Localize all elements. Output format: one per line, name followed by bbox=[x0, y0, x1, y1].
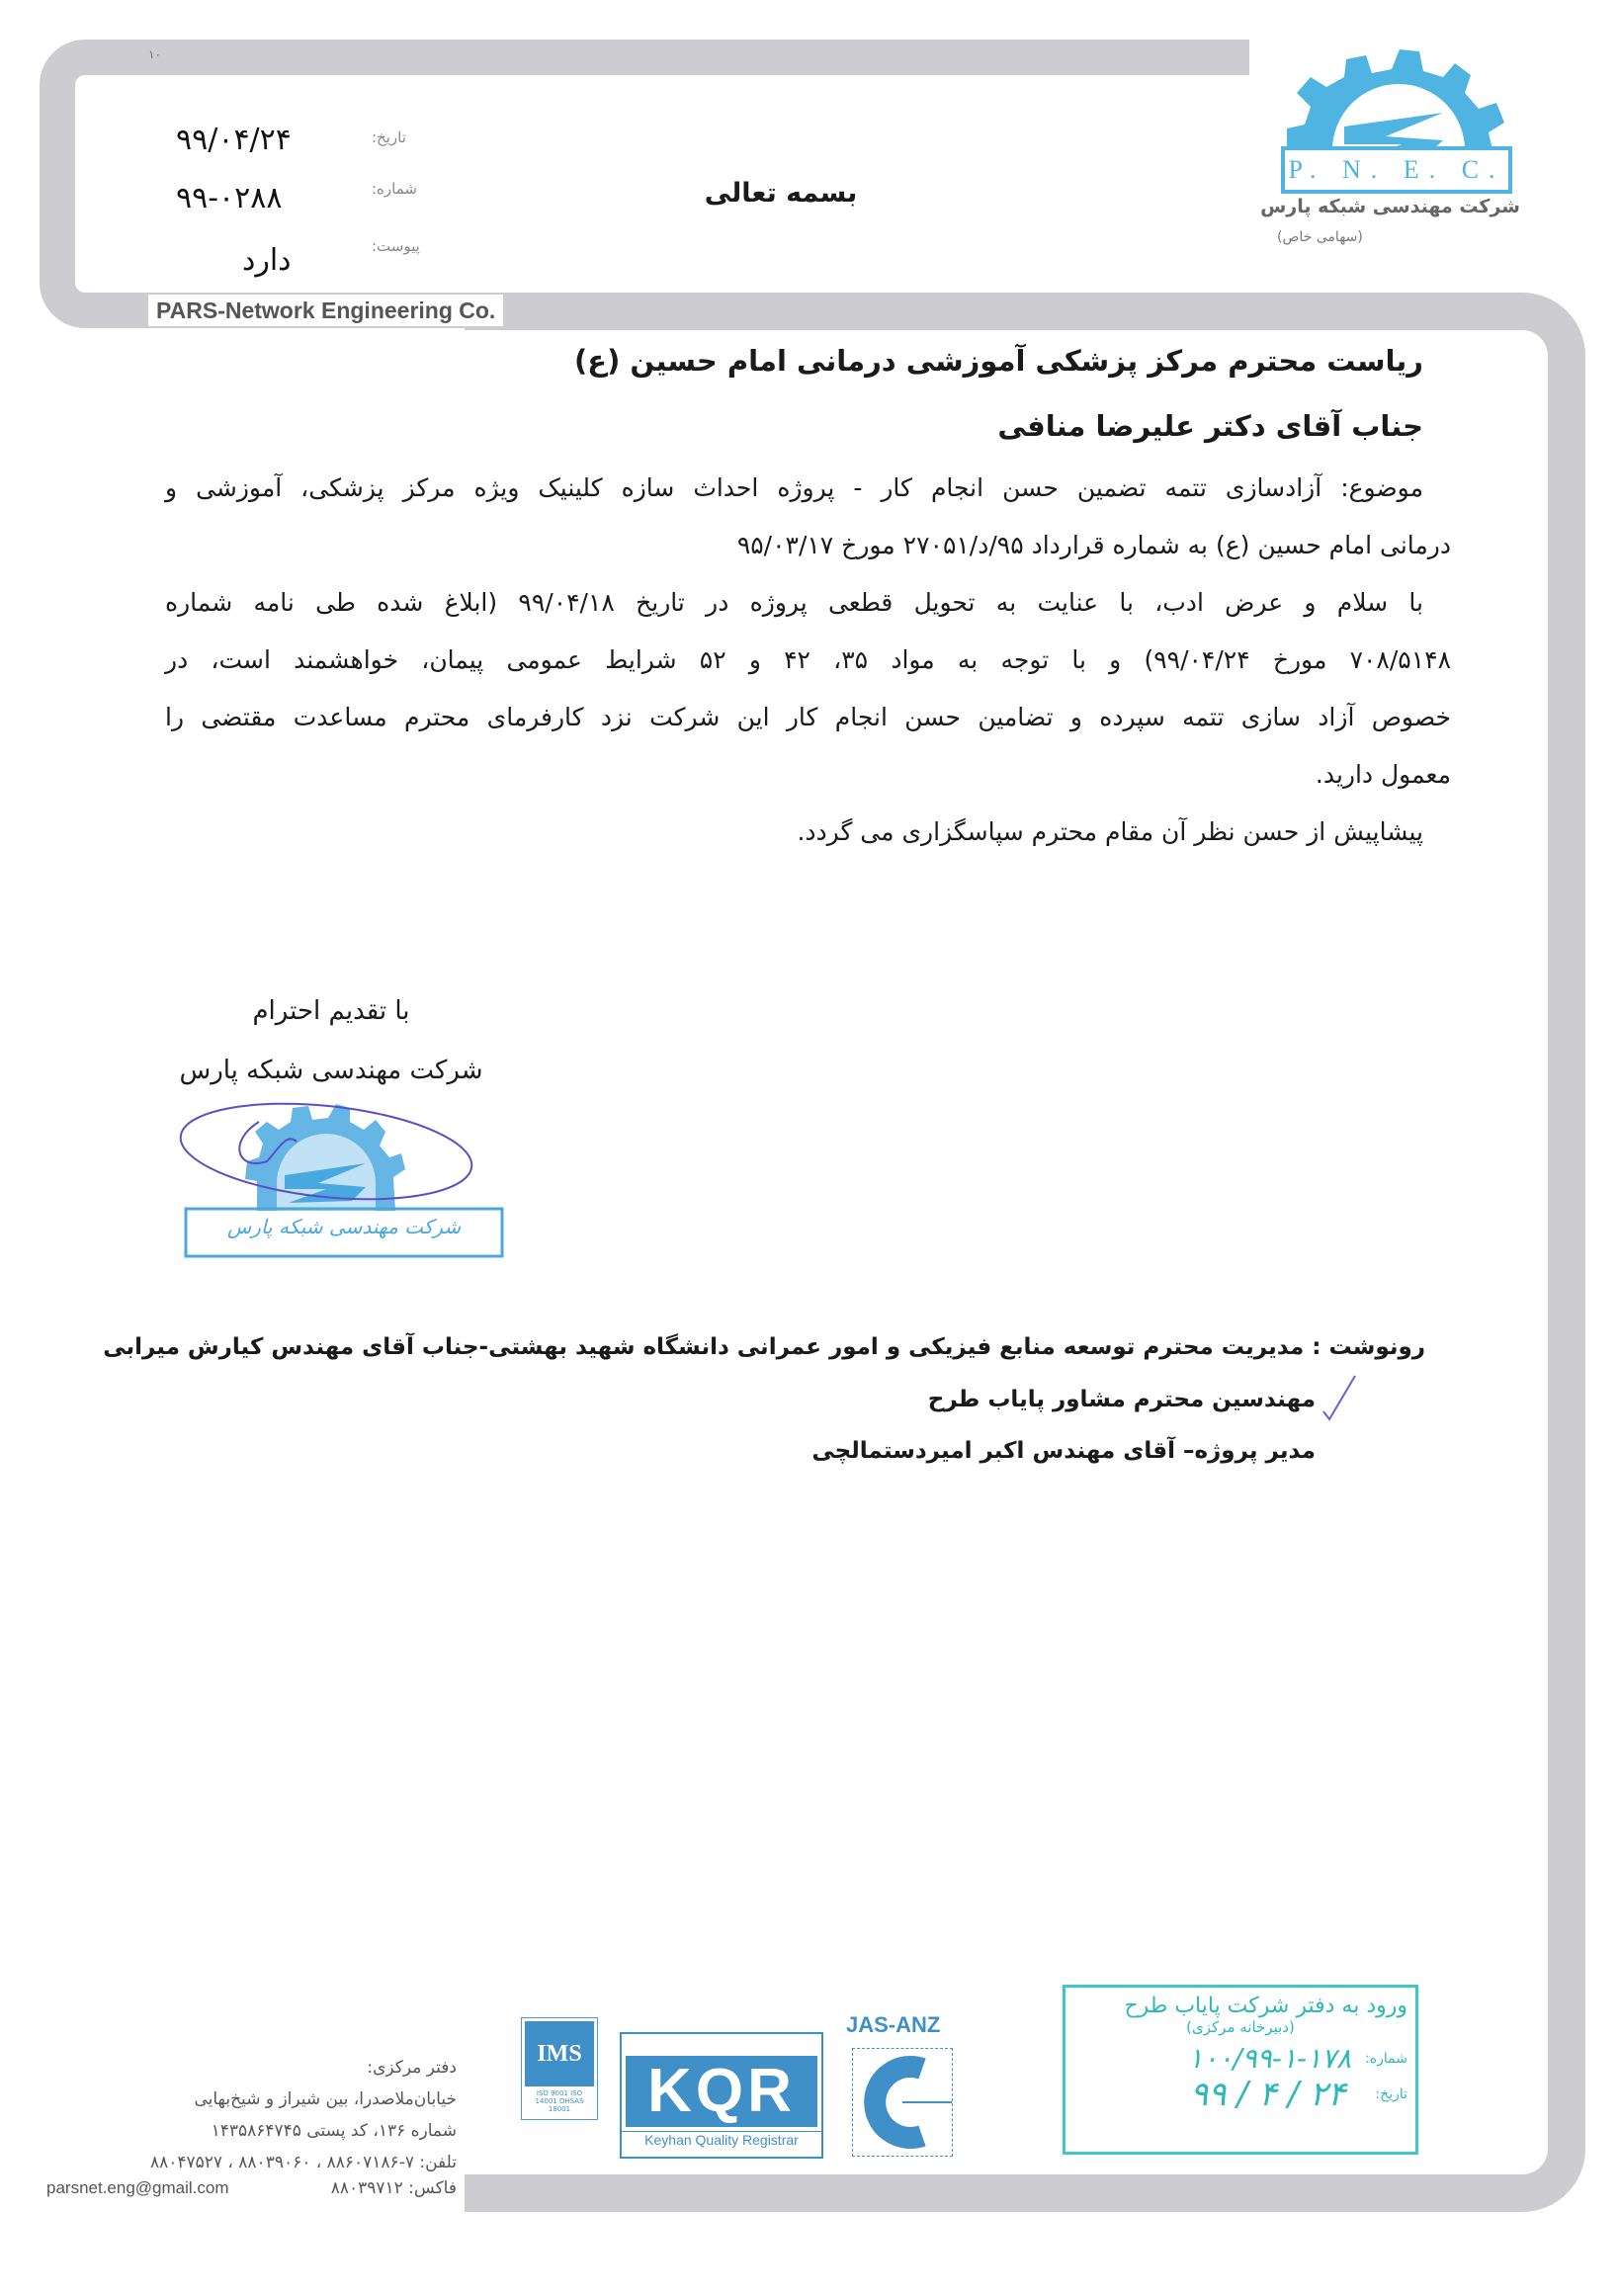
receipt-stamp-subtitle: (دبیرخانه مرکزی) bbox=[1186, 2018, 1295, 2036]
receipt-date-label: تاریخ: bbox=[1375, 2086, 1407, 2102]
addressee-line-2: جناب آقای دکتر علیرضا منافی bbox=[997, 409, 1423, 443]
signatory-company: شرکت مهندسی شبکه پارس bbox=[179, 1056, 483, 1085]
bismillah-heading: بسمه تعالی bbox=[704, 178, 858, 209]
cc-line-3: مدیر پروژه– آقای مهندس اکبر امیردستمالچی bbox=[811, 1438, 1316, 1464]
receipt-number-value: ۱۰۰/۹۹-۱-۱۷۸ bbox=[1188, 2042, 1352, 2075]
company-logo bbox=[1275, 42, 1522, 194]
receipt-stamp bbox=[1063, 1985, 1418, 2155]
cc-line-1: رونوشت : مدیریت محترم توسعه منابع فیزیکی و امور عمرانی دانشگاه شهید بهشتی-جناب آقای مهندس کیارش میرابی bbox=[103, 1334, 1425, 1360]
date-label: تاریخ: bbox=[372, 128, 406, 146]
address-line-1: خیابان‌ملاصدرا، بین شیراز و شیخ‌بهایی bbox=[194, 2089, 457, 2109]
cc-line-2: مهندسین محترم مشاور پایاب طرح bbox=[927, 1387, 1316, 1412]
jas-anz-logo-icon bbox=[852, 2048, 953, 2157]
body-line: ۷۰۸/۵۱۴۸ مورخ ۹۹/۰۴/۲۴) و با توجه به مواد ۳۵، ۴۲ و ۵۲ شرایط عمومی پیمان، خواهشمند است، در bbox=[165, 645, 1451, 674]
attachment-value: دارد bbox=[242, 243, 292, 278]
email-link[interactable]: parsnet.eng@gmail.com bbox=[46, 2178, 229, 2197]
jas-anz-label: JAS-ANZ bbox=[846, 2012, 941, 2037]
date-value: ۹۹/۰۴/۲۴ bbox=[176, 123, 292, 157]
receipt-number-label: شماره: bbox=[1365, 2050, 1407, 2067]
company-name-en: PARS-Network Engineering Co. bbox=[148, 295, 503, 326]
body-line: خصوص آزاد سازی تتمه سپرده و تضامین حسن انجام کار این شرکت نزد کارفرمای محترم مساعدت مقتضی را bbox=[165, 703, 1451, 731]
receipt-stamp-title: ورود به دفتر شرکت پایاب طرح bbox=[1124, 1994, 1407, 2018]
ims-cert-logo: IMS ISO 9001 ISO 14001 OHSAS 18001 bbox=[521, 2017, 598, 2120]
number-label: شماره: bbox=[372, 180, 417, 198]
stamp-text: شرکت مهندسی شبکه پارس bbox=[226, 1215, 462, 1238]
company-type: (سهامی خاص) bbox=[1277, 229, 1363, 245]
body-line-subject: موضوع: آزادسازی تتمه تضمین حسن انجام کار - پروژه احداث سازه کلینیک ویژه مرکز پزشکی، آموزشی و bbox=[165, 473, 1423, 502]
addressee-line-1: ریاست محترم مرکز پزشکی آموزشی درمانی امام حسین (ع) bbox=[574, 344, 1423, 378]
address-line-2: شماره ۱۳۶، کد پستی ۱۴۳۵۸۶۴۷۴۵ bbox=[211, 2121, 457, 2141]
company-stamp bbox=[168, 1092, 509, 1260]
receipt-date-value: ۲۴ / ۴ / ۹۹ bbox=[1189, 2075, 1346, 2114]
body-line: درمانی امام حسین (ع) به شماره قرارداد ۹۵/د/۲۷۰۵۱ مورخ ۹۵/۰۳/۱۷ bbox=[736, 531, 1451, 559]
checkmark-icon bbox=[1320, 1372, 1359, 1425]
number-value: ۹۹-۰۲۸۸ bbox=[176, 181, 283, 215]
body-line: با سلام و عرض ادب، با عنایت به تحویل قطعی پروژه در تاریخ ۹۹/۰۴/۱۸ (ابلاغ شده طی نامه شماره bbox=[165, 588, 1423, 617]
footer-address bbox=[150, 2052, 457, 2178]
page-mark: ۱۰ bbox=[148, 47, 161, 61]
company-name-fa: شرکت مهندسی شبکه پارس bbox=[1260, 196, 1520, 217]
body-line-closing: پیشاپیش از حسن نظر آن مقام محترم سپاسگزاری می گردد. bbox=[797, 817, 1423, 846]
phone-line: تلفن: ۷-۸۸۶۰۷۱۸۶ ، ۸۸۰۳۹۰۶۰ ، ۸۸۰۴۷۵۲۷ bbox=[149, 2153, 457, 2172]
body-line: معمول دارید. bbox=[1315, 760, 1451, 789]
fax-line: فاکس: ۸۸۰۳۹۷۱۲ bbox=[330, 2178, 457, 2198]
pnec-box: P. N. E. C. bbox=[1281, 146, 1512, 194]
kqr-cert-logo: KQR Keyhan Quality Registrar bbox=[620, 2032, 823, 2159]
office-label: دفتر مرکزی: bbox=[367, 2058, 457, 2078]
attachment-label: پیوست: bbox=[372, 237, 420, 255]
closing-text: با تقدیم احترام bbox=[252, 996, 410, 1026]
letter-body bbox=[165, 460, 1451, 861]
